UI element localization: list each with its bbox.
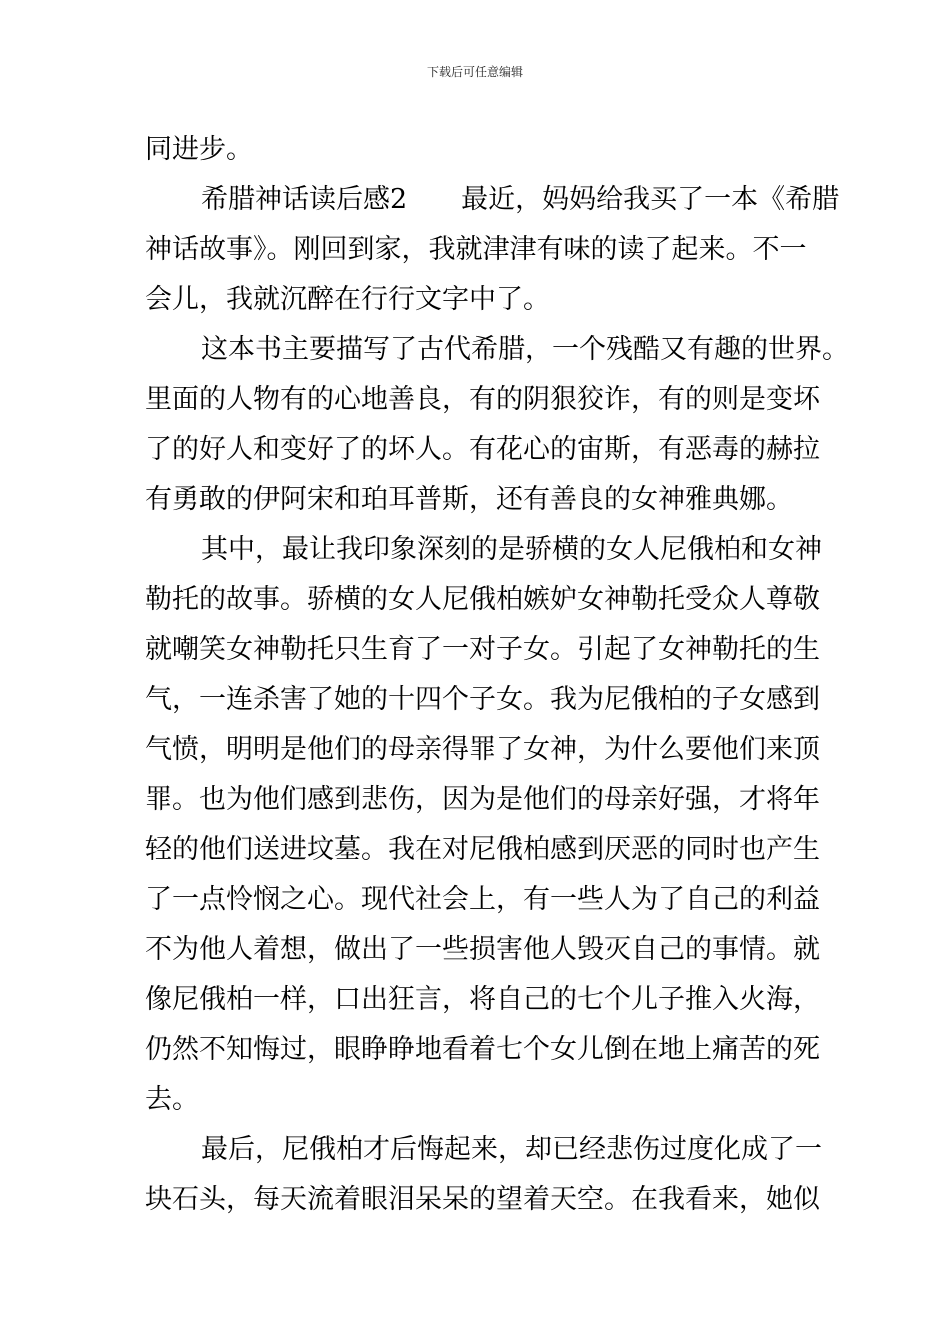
text-line: 就嘲笑女神勒托只生育了一对子女。引起了女神勒托的生 (145, 634, 820, 665)
text-line: 气，一连杀害了她的十四个子女。我为尼俄柏的子女感到 (145, 684, 820, 715)
text-line: 了一点怜悯之心。现代社会上，有一些人为了自己的利益 (145, 884, 820, 915)
text-line: 这本书主要描写了古代希腊，一个残酷又有趣的世界。 (201, 334, 849, 365)
text-line: 了的好人和变好了的坏人。有花心的宙斯，有恶毒的赫拉 (145, 434, 820, 465)
text-line: 像尼俄柏一样，口出狂言，将自己的七个儿子推入火海， (145, 984, 820, 1015)
text-line: 会儿，我就沉醉在行行文字中了。 (145, 284, 550, 315)
text-line: 希腊神话读后感2 最近，妈妈给我买了一本《希腊 (201, 184, 840, 215)
text-line: 其中，最让我印象深刻的是骄横的女人尼俄柏和女神 (201, 534, 822, 565)
text-line: 神话故事》。刚回到家，我就津津有味的读了起来。不一 (145, 234, 807, 265)
text-line: 勒托的故事。骄横的女人尼俄柏嫉妒女神勒托受众人尊敬 (145, 584, 820, 615)
text-line: 去。 (145, 1084, 199, 1115)
text-line: 罪。也为他们感到悲伤，因为是他们的母亲好强，才将年 (145, 784, 820, 815)
text-line: 同进步。 (145, 134, 253, 165)
text-line: 里面的人物有的心地善良，有的阴狠狡诈，有的则是变坏 (145, 384, 820, 415)
page-header: 下载后可任意编辑 (426, 65, 523, 79)
text-line: 轻的他们送进坟墓。我在对尼俄柏感到厌恶的同时也产生 (145, 834, 820, 865)
text-line: 有勇敢的伊阿宋和珀耳普斯，还有善良的女神雅典娜。 (145, 484, 793, 515)
text-line: 气愤，明明是他们的母亲得罪了女神，为什么要他们来顶 (145, 734, 820, 765)
text-line: 块石头，每天流着眼泪呆呆的望着天空。在我看来，她似 (145, 1184, 820, 1215)
text-line: 最后，尼俄柏才后悔起来，却已经悲伤过度化成了一 (201, 1134, 822, 1165)
text-line: 仍然不知悔过，眼睁睁地看着七个女儿倒在地上痛苦的死 (145, 1034, 820, 1065)
text-line: 不为他人着想，做出了一些损害他人毁灭自己的事情。就 (145, 934, 820, 965)
